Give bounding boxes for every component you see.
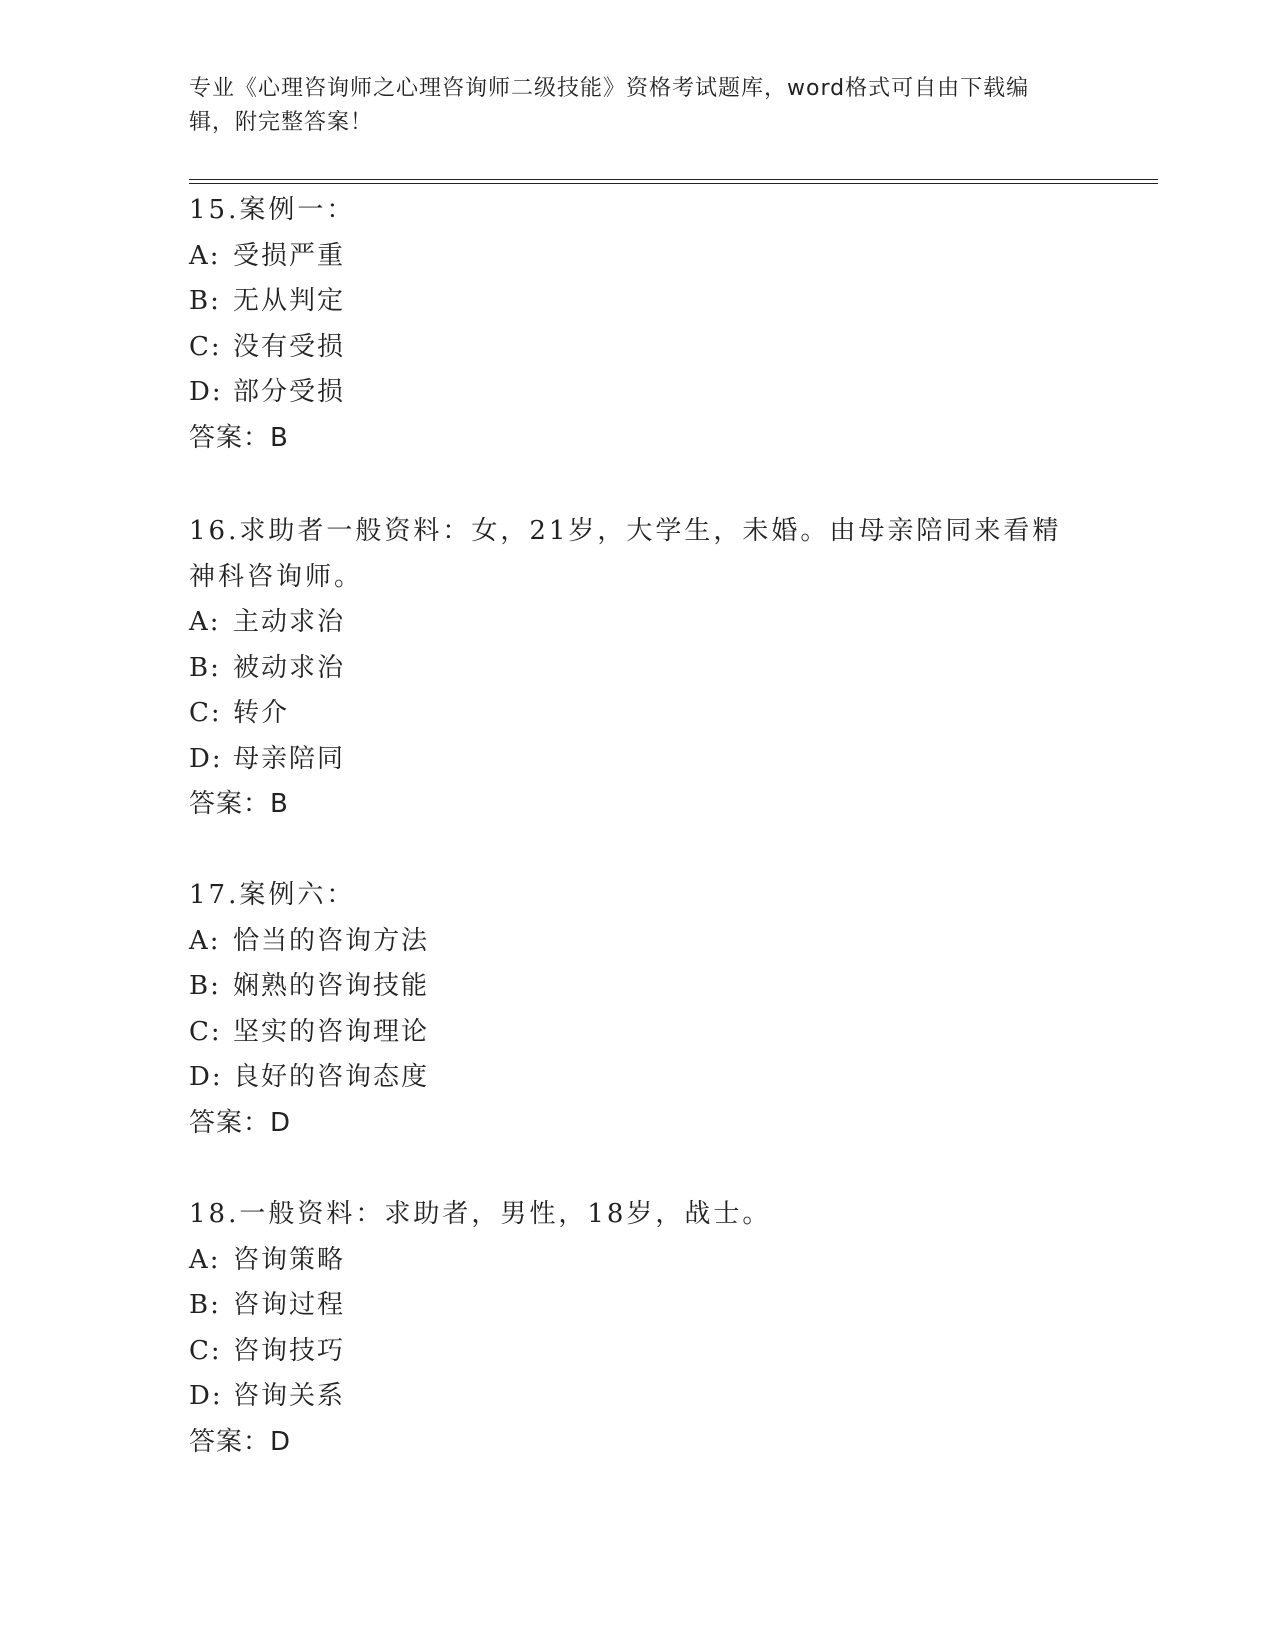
option-text: 坚实的咨询理论 xyxy=(233,1016,430,1047)
option-key: C: xyxy=(189,1335,222,1366)
option-a xyxy=(189,600,1089,646)
option-text: 咨询技巧 xyxy=(233,1335,346,1366)
option-key: D: xyxy=(189,1381,223,1411)
question-17 xyxy=(189,873,1089,1146)
option-d xyxy=(189,370,1089,416)
option-text: 受损严重 xyxy=(233,240,346,271)
header-divider-top xyxy=(189,179,1158,180)
option-text: 没有受损 xyxy=(233,331,346,362)
option-b xyxy=(189,279,1089,325)
option-key: B: xyxy=(189,1290,221,1320)
option-b xyxy=(189,646,1089,692)
option-c xyxy=(189,1329,1089,1375)
option-key: A: xyxy=(189,607,221,637)
option-c xyxy=(189,325,1089,371)
answer-label: 答案：D xyxy=(189,1426,292,1457)
option-text: 娴熟的咨询技能 xyxy=(233,971,430,1001)
option-text: 转介 xyxy=(233,698,290,728)
option-a xyxy=(189,234,1089,280)
option-text: 良好的咨询态度 xyxy=(233,1062,430,1092)
answer-label: 答案：D xyxy=(189,1107,292,1138)
question-18 xyxy=(189,1192,1089,1465)
option-key: D: xyxy=(189,743,223,774)
option-text: 咨询策略 xyxy=(233,1244,346,1275)
option-c xyxy=(189,691,1089,737)
question-stem: 15.案例一： xyxy=(189,195,356,225)
option-text: 主动求治 xyxy=(233,607,346,637)
question-stem: 16.求助者一般资料：女，21岁，大学生，未婚。由母亲陪同来看精神科咨询师。 xyxy=(189,516,1062,592)
header-divider-bottom xyxy=(189,183,1158,184)
option-text: 被动求治 xyxy=(233,652,346,683)
option-d xyxy=(189,1374,1089,1420)
option-b xyxy=(189,964,1089,1010)
option-key: B: xyxy=(189,652,221,683)
option-key: C: xyxy=(189,331,222,362)
option-key: D: xyxy=(189,377,223,407)
option-text: 咨询过程 xyxy=(233,1290,346,1320)
answer-label: 答案：B xyxy=(189,789,289,819)
option-a xyxy=(189,919,1089,965)
answer-label: 答案：B xyxy=(189,422,289,453)
option-d xyxy=(189,1055,1089,1101)
question-stem: 17.案例六： xyxy=(189,880,356,910)
option-key: C: xyxy=(189,698,222,728)
option-key: B: xyxy=(189,971,221,1001)
question-stem: 18.一般资料：求助者，男性，18岁，战士。 xyxy=(189,1199,772,1229)
option-key: B: xyxy=(189,286,221,316)
question-15 xyxy=(189,188,1089,461)
question-16 xyxy=(189,509,1089,828)
option-text: 部分受损 xyxy=(233,377,346,407)
option-text: 母亲陪同 xyxy=(233,743,346,774)
option-key: D: xyxy=(189,1062,223,1092)
document-header: 专业《心理咨询师之心理咨询师二级技能》资格考试题库，word格式可自由下载编辑，附完整答案！ xyxy=(189,76,1030,135)
option-text: 无从判定 xyxy=(233,286,346,316)
option-d xyxy=(189,737,1089,783)
option-key: A: xyxy=(189,1244,221,1275)
option-key: A: xyxy=(189,925,221,956)
option-b xyxy=(189,1283,1089,1329)
option-text: 咨询关系 xyxy=(233,1381,346,1411)
option-key: A: xyxy=(189,240,221,271)
option-text: 恰当的咨询方法 xyxy=(233,925,430,956)
option-c xyxy=(189,1010,1089,1056)
option-key: C: xyxy=(189,1016,222,1047)
option-a xyxy=(189,1238,1089,1284)
